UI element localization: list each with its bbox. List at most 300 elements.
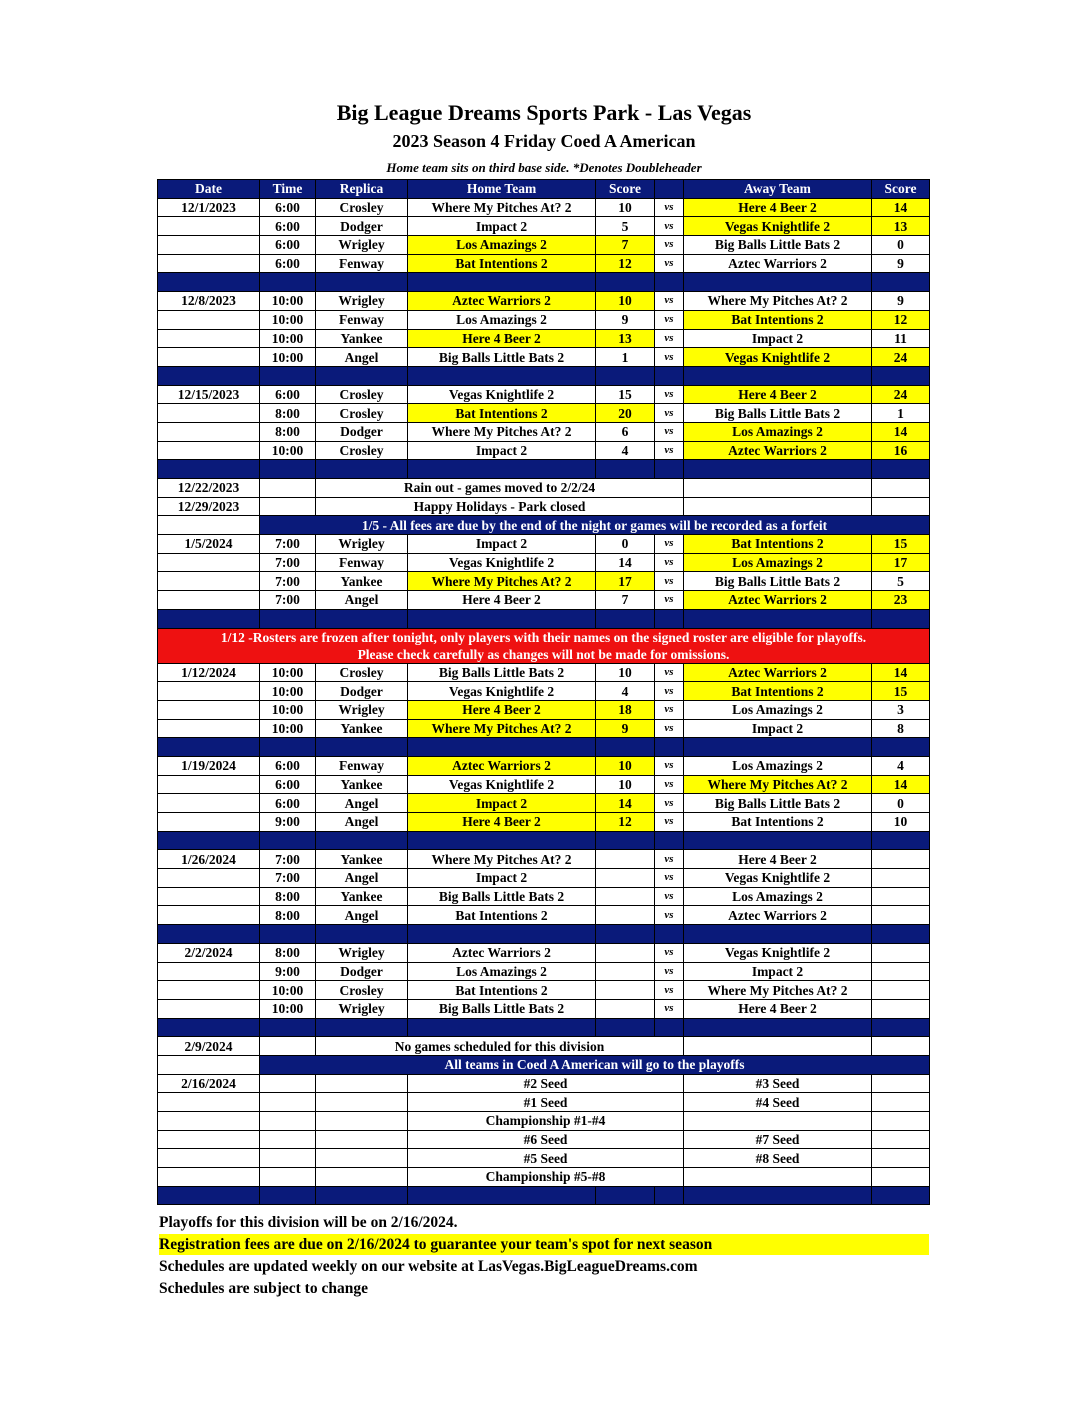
time-cell: 10:00: [260, 348, 316, 367]
replica-field-cell: Wrigley: [316, 292, 408, 311]
col-away-team: Away Team: [684, 180, 872, 199]
replica-field-cell: Crosley: [316, 663, 408, 682]
replica-field-cell: [316, 1130, 408, 1149]
date-cell: 1/5/2024: [158, 535, 260, 554]
away-team-cell: Vegas Knightlife 2: [684, 348, 872, 367]
game-row: [158, 850, 930, 869]
home-score-cell: 14: [596, 553, 655, 572]
replica-field-cell: Angel: [316, 869, 408, 888]
separator-cell: [260, 831, 316, 850]
game-row: [158, 981, 930, 1000]
roster-alert-line2: Please check carefully as changes will not be made for omissions.: [357, 646, 730, 662]
date-cell: 2/2/2024: [158, 943, 260, 962]
separator-cell: [872, 738, 930, 757]
separator-cell: [872, 609, 930, 628]
time-cell: 10:00: [260, 700, 316, 719]
away-team-cell: Impact 2: [684, 962, 872, 981]
vs-cell: vs: [655, 887, 684, 906]
separator-cell: [316, 831, 408, 850]
playoff-away-cell: [684, 1112, 872, 1131]
date-cell: [158, 1130, 260, 1149]
home-score-cell: 9: [596, 310, 655, 329]
away-team-cell: Los Amazings 2: [684, 887, 872, 906]
vs-cell: vs: [655, 591, 684, 610]
away-team-cell: Here 4 Beer 2: [684, 999, 872, 1018]
replica-field-cell: Fenway: [316, 310, 408, 329]
away-team-cell: Los Amazings 2: [684, 553, 872, 572]
away-score-cell: [872, 1093, 930, 1112]
home-team-cell: Impact 2: [408, 794, 596, 813]
fees-banner-row: [158, 516, 930, 535]
date-cell: [158, 404, 260, 423]
separator-cell: [684, 1018, 872, 1037]
separator-cell: [655, 273, 684, 292]
home-score-cell: 1: [596, 348, 655, 367]
home-score-cell: [596, 869, 655, 888]
time-cell: [260, 497, 316, 516]
roster-alert-line1: 1/12 -Rosters are frozen after tonight, only players with their names on the signed roster are eligible for playoffs.: [220, 629, 867, 645]
page-title: Big League Dreams Sports Park - Las Vegas: [336, 100, 752, 125]
away-score-cell: [872, 906, 930, 925]
game-row: [158, 348, 930, 367]
home-team-cell: Vegas Knightlife 2: [408, 553, 596, 572]
replica-field-cell: Yankee: [316, 719, 408, 738]
separator-cell: [655, 1186, 684, 1205]
vs-cell: vs: [655, 348, 684, 367]
away-score-cell: 16: [872, 441, 930, 460]
vs-cell: vs: [655, 981, 684, 1000]
vs-cell: vs: [655, 310, 684, 329]
replica-field-cell: Yankee: [316, 887, 408, 906]
playoff-home-cell: #6 Seed: [408, 1130, 684, 1149]
time-cell: 6:00: [260, 198, 316, 217]
replica-field-cell: Fenway: [316, 756, 408, 775]
date-cell: [158, 348, 260, 367]
home-team-cell: Impact 2: [408, 869, 596, 888]
home-team-cell: Vegas Knightlife 2: [408, 775, 596, 794]
time-cell: 9:00: [260, 813, 316, 832]
home-score-cell: 13: [596, 329, 655, 348]
game-row: [158, 385, 930, 404]
away-score-cell: [872, 1112, 930, 1131]
banner-cell: [158, 1055, 260, 1074]
away-team-cell: Big Balls Little Bats 2: [684, 572, 872, 591]
game-row: [158, 775, 930, 794]
time-cell: [260, 1074, 316, 1093]
away-score-cell: 3: [872, 700, 930, 719]
roster-alert-cell: [158, 628, 930, 663]
playoff-row: [158, 1149, 930, 1168]
time-cell: 6:00: [260, 385, 316, 404]
playoff-home-cell: Championship #5-#8: [408, 1168, 684, 1187]
separator-cell: [158, 273, 260, 292]
playoff-home-cell: #1 Seed: [408, 1093, 684, 1112]
vs-cell: vs: [655, 385, 684, 404]
vs-cell: vs: [655, 553, 684, 572]
vs-cell: vs: [655, 254, 684, 273]
replica-field-cell: Crosley: [316, 981, 408, 1000]
time-cell: 10:00: [260, 329, 316, 348]
vs-cell: vs: [655, 719, 684, 738]
home-score-cell: 14: [596, 794, 655, 813]
separator-cell: [316, 273, 408, 292]
season-subtitle: 2023 Season 4 Friday Coed A American: [392, 131, 696, 151]
game-row: [158, 292, 930, 311]
game-row: [158, 719, 930, 738]
separator-cell: [260, 1186, 316, 1205]
date-cell: [158, 310, 260, 329]
away-team-cell: Big Balls Little Bats 2: [684, 404, 872, 423]
separator-cell: [408, 273, 596, 292]
home-team-cell: Impact 2: [408, 441, 596, 460]
away-score-cell: 9: [872, 292, 930, 311]
vs-cell: vs: [655, 198, 684, 217]
note-text-cell: No games scheduled for this division: [316, 1037, 684, 1056]
roster-alert-row: [158, 628, 930, 663]
separator-cell: [684, 925, 872, 944]
separator-cell: [596, 273, 655, 292]
away-team-cell: Aztec Warriors 2: [684, 906, 872, 925]
separator-cell: [872, 460, 930, 479]
separator-cell: [260, 1018, 316, 1037]
time-cell: 10:00: [260, 981, 316, 1000]
separator-cell: [872, 366, 930, 385]
separator-cell: [655, 831, 684, 850]
separator-cell: [655, 609, 684, 628]
banner-text-cell: All teams in Coed A American will go to the playoffs: [260, 1055, 930, 1074]
home-score-cell: 17: [596, 572, 655, 591]
home-score-cell: 15: [596, 385, 655, 404]
date-cell: [158, 572, 260, 591]
home-team-cell: Impact 2: [408, 535, 596, 554]
game-row: [158, 329, 930, 348]
away-score-cell: 15: [872, 682, 930, 701]
time-cell: 7:00: [260, 591, 316, 610]
home-score-cell: 10: [596, 292, 655, 311]
home-score-cell: 20: [596, 404, 655, 423]
vs-cell: vs: [655, 756, 684, 775]
date-cell: [158, 869, 260, 888]
separator-cell: [260, 925, 316, 944]
separator-cell: [260, 273, 316, 292]
game-row: [158, 535, 930, 554]
vs-cell: vs: [655, 700, 684, 719]
separator-cell: [872, 1186, 930, 1205]
home-score-cell: 4: [596, 682, 655, 701]
separator-cell: [655, 366, 684, 385]
replica-field-cell: [316, 1074, 408, 1093]
col-vs: [655, 180, 684, 199]
time-cell: 10:00: [260, 999, 316, 1018]
home-score-cell: [596, 887, 655, 906]
replica-field-cell: [316, 1149, 408, 1168]
replica-field-cell: [316, 1168, 408, 1187]
playoff-row: [158, 1168, 930, 1187]
away-score-cell: 8: [872, 719, 930, 738]
date-cell: [158, 1149, 260, 1168]
separator-cell: [408, 1186, 596, 1205]
game-row: [158, 906, 930, 925]
separator-cell: [158, 831, 260, 850]
separator-cell: [158, 925, 260, 944]
away-team-cell: Impact 2: [684, 719, 872, 738]
home-score-cell: 7: [596, 236, 655, 255]
date-cell: [158, 254, 260, 273]
away-team-cell: Los Amazings 2: [684, 422, 872, 441]
separator-cell: [872, 925, 930, 944]
col-replica: Replica: [316, 180, 408, 199]
playoff-away-cell: #8 Seed: [684, 1149, 872, 1168]
separator-cell: [158, 1018, 260, 1037]
replica-field-cell: Angel: [316, 348, 408, 367]
time-cell: 8:00: [260, 887, 316, 906]
home-team-cell: Where My Pitches At? 2: [408, 422, 596, 441]
separator-cell: [408, 460, 596, 479]
vs-cell: vs: [655, 962, 684, 981]
playoff-home-cell: #2 Seed: [408, 1074, 684, 1093]
replica-field-cell: Yankee: [316, 329, 408, 348]
away-score-cell: 17: [872, 553, 930, 572]
vs-cell: vs: [655, 869, 684, 888]
separator-row: [158, 831, 930, 850]
home-score-cell: [596, 943, 655, 962]
away-score-cell: [872, 1130, 930, 1149]
game-row: [158, 869, 930, 888]
replica-field-cell: Yankee: [316, 850, 408, 869]
home-score-cell: 10: [596, 775, 655, 794]
home-team-cell: Big Balls Little Bats 2: [408, 887, 596, 906]
away-score-cell: 24: [872, 385, 930, 404]
home-team-cell: Aztec Warriors 2: [408, 756, 596, 775]
home-team-cell: Where My Pitches At? 2: [408, 850, 596, 869]
website-note: Schedules are updated weekly on our website at LasVegas.BigLeagueDreams.com: [159, 1258, 698, 1275]
away-team-cell: [684, 479, 872, 498]
schedule-table: [157, 179, 930, 1205]
playoff-row: [158, 1074, 930, 1093]
game-row: [158, 236, 930, 255]
home-team-cell: Here 4 Beer 2: [408, 329, 596, 348]
col-home-score: Score: [596, 180, 655, 199]
separator-row: [158, 738, 930, 757]
replica-field-cell: Crosley: [316, 441, 408, 460]
time-cell: 6:00: [260, 756, 316, 775]
away-team-cell: Los Amazings 2: [684, 756, 872, 775]
away-team-cell: Aztec Warriors 2: [684, 254, 872, 273]
away-team-cell: Vegas Knightlife 2: [684, 869, 872, 888]
replica-field-cell: Crosley: [316, 385, 408, 404]
home-score-cell: [596, 962, 655, 981]
home-score-cell: [596, 999, 655, 1018]
home-score-cell: 9: [596, 719, 655, 738]
registration-note: Registration fees are due on 2/16/2024 to guarantee your team's spot for next season: [159, 1234, 929, 1255]
replica-field-cell: Dodger: [316, 682, 408, 701]
date-cell: [158, 441, 260, 460]
date-cell: [158, 1168, 260, 1187]
separator-cell: [872, 831, 930, 850]
date-cell: [158, 422, 260, 441]
date-cell: [158, 1112, 260, 1131]
playoff-away-cell: #7 Seed: [684, 1130, 872, 1149]
separator-cell: [596, 1018, 655, 1037]
away-team-cell: Where My Pitches At? 2: [684, 775, 872, 794]
game-row: [158, 310, 930, 329]
home-team-cell: Bat Intentions 2: [408, 906, 596, 925]
away-team-cell: Where My Pitches At? 2: [684, 981, 872, 1000]
date-cell: 12/1/2023: [158, 198, 260, 217]
game-row: [158, 813, 930, 832]
game-row: [158, 962, 930, 981]
separator-cell: [684, 366, 872, 385]
away-team-cell: Big Balls Little Bats 2: [684, 236, 872, 255]
replica-field-cell: Dodger: [316, 217, 408, 236]
game-row: [158, 553, 930, 572]
date-cell: [158, 236, 260, 255]
note-text-cell: Happy Holidays - Park closed: [316, 497, 684, 516]
separator-cell: [316, 1186, 408, 1205]
time-cell: 9:00: [260, 962, 316, 981]
home-score-cell: 12: [596, 254, 655, 273]
game-row: [158, 999, 930, 1018]
away-score-cell: 14: [872, 422, 930, 441]
time-cell: [260, 1149, 316, 1168]
away-score-cell: 10: [872, 813, 930, 832]
separator-row: [158, 366, 930, 385]
away-score-cell: [872, 850, 930, 869]
separator-cell: [596, 460, 655, 479]
away-team-cell: Bat Intentions 2: [684, 310, 872, 329]
home-team-cell: Here 4 Beer 2: [408, 591, 596, 610]
home-team-cell: Bat Intentions 2: [408, 981, 596, 1000]
home-team-cell: Aztec Warriors 2: [408, 292, 596, 311]
date-cell: [158, 591, 260, 610]
separator-cell: [260, 366, 316, 385]
separator-cell: [596, 366, 655, 385]
away-score-cell: [872, 1149, 930, 1168]
away-team-cell: Where My Pitches At? 2: [684, 292, 872, 311]
vs-cell: vs: [655, 682, 684, 701]
away-team-cell: Vegas Knightlife 2: [684, 943, 872, 962]
col-date: Date: [158, 180, 260, 199]
replica-field-cell: Fenway: [316, 254, 408, 273]
subject-to-change-note: Schedules are subject to change: [159, 1280, 368, 1297]
playoff-away-cell: #3 Seed: [684, 1074, 872, 1093]
date-cell: 12/15/2023: [158, 385, 260, 404]
home-team-cell: Here 4 Beer 2: [408, 813, 596, 832]
vs-cell: vs: [655, 535, 684, 554]
away-score-cell: [872, 1037, 930, 1056]
time-cell: 6:00: [260, 775, 316, 794]
time-cell: [260, 1168, 316, 1187]
home-score-cell: 10: [596, 663, 655, 682]
home-score-cell: 0: [596, 535, 655, 554]
game-row: [158, 404, 930, 423]
time-cell: 8:00: [260, 906, 316, 925]
home-team-cell: Impact 2: [408, 217, 596, 236]
time-cell: [260, 479, 316, 498]
date-cell: 1/12/2024: [158, 663, 260, 682]
away-score-cell: 0: [872, 794, 930, 813]
schedule-note: Home team sits on third base side. *Denotes Doubleheader: [386, 160, 702, 175]
vs-cell: vs: [655, 404, 684, 423]
time-cell: 6:00: [260, 236, 316, 255]
playoff-row: [158, 1093, 930, 1112]
time-cell: 6:00: [260, 794, 316, 813]
separator-row: [158, 1018, 930, 1037]
home-team-cell: Big Balls Little Bats 2: [408, 348, 596, 367]
date-cell: 12/22/2023: [158, 479, 260, 498]
away-score-cell: 5: [872, 572, 930, 591]
separator-cell: [684, 738, 872, 757]
time-cell: 7:00: [260, 572, 316, 591]
separator-cell: [596, 925, 655, 944]
game-row: [158, 422, 930, 441]
date-cell: 12/8/2023: [158, 292, 260, 311]
separator-cell: [655, 460, 684, 479]
playoff-row: [158, 1130, 930, 1149]
away-score-cell: 14: [872, 663, 930, 682]
separator-row: [158, 609, 930, 628]
date-cell: 2/16/2024: [158, 1074, 260, 1093]
away-team-cell: Bat Intentions 2: [684, 682, 872, 701]
home-score-cell: 10: [596, 198, 655, 217]
date-cell: [158, 794, 260, 813]
separator-cell: [684, 273, 872, 292]
home-score-cell: 5: [596, 217, 655, 236]
vs-cell: vs: [655, 906, 684, 925]
time-cell: 10:00: [260, 292, 316, 311]
replica-field-cell: Yankee: [316, 572, 408, 591]
away-team-cell: Vegas Knightlife 2: [684, 217, 872, 236]
separator-cell: [684, 831, 872, 850]
date-cell: [158, 999, 260, 1018]
date-cell: [158, 962, 260, 981]
vs-cell: vs: [655, 422, 684, 441]
away-team-cell: Bat Intentions 2: [684, 535, 872, 554]
replica-field-cell: [316, 1112, 408, 1131]
time-cell: [260, 1037, 316, 1056]
replica-field-cell: Wrigley: [316, 943, 408, 962]
game-row: [158, 756, 930, 775]
col-time: Time: [260, 180, 316, 199]
replica-field-cell: Wrigley: [316, 700, 408, 719]
separator-cell: [872, 273, 930, 292]
away-team-cell: Los Amazings 2: [684, 700, 872, 719]
replica-field-cell: Yankee: [316, 775, 408, 794]
playoff-away-cell: [684, 1168, 872, 1187]
away-score-cell: [872, 1074, 930, 1093]
separator-cell: [158, 1186, 260, 1205]
separator-cell: [596, 1186, 655, 1205]
playoff-banner-row: [158, 1055, 930, 1074]
game-row: [158, 943, 930, 962]
separator-cell: [316, 609, 408, 628]
separator-cell: [408, 609, 596, 628]
time-cell: [260, 1112, 316, 1131]
home-score-cell: 18: [596, 700, 655, 719]
date-cell: 1/26/2024: [158, 850, 260, 869]
separator-cell: [316, 738, 408, 757]
away-score-cell: 1: [872, 404, 930, 423]
replica-field-cell: Angel: [316, 813, 408, 832]
away-score-cell: [872, 497, 930, 516]
game-row: [158, 441, 930, 460]
separator-cell: [260, 460, 316, 479]
vs-cell: vs: [655, 329, 684, 348]
time-cell: 7:00: [260, 535, 316, 554]
away-score-cell: 9: [872, 254, 930, 273]
home-team-cell: Bat Intentions 2: [408, 254, 596, 273]
playoff-home-cell: #5 Seed: [408, 1149, 684, 1168]
